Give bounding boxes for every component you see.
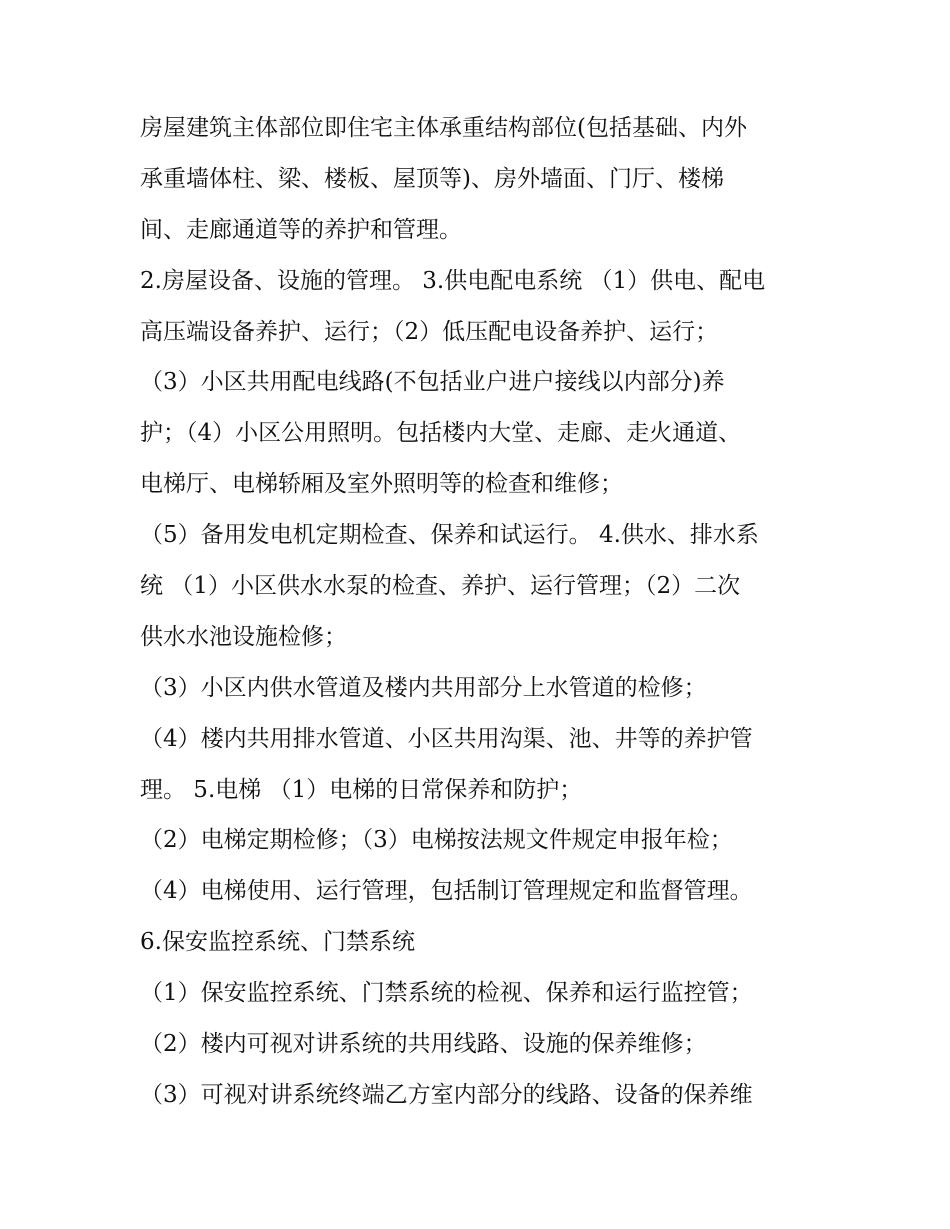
text-line: 高压端设备养护、运行；（2）低压配电设备养护、运行；	[140, 318, 719, 345]
text-line: 理。 5.电梯 （1）电梯的日常保养和防护；	[140, 776, 583, 803]
text-line: （3）可视对讲系统终端乙方室内部分的线路、设备的保养维	[140, 1081, 753, 1108]
text-line: （2）楼内可视对讲系统的共用线路、设施的保养维修；	[140, 1031, 707, 1058]
text-line: 承重墙体柱、梁、楼板、屋顶等)、房外墙面、门厅、楼梯	[140, 165, 724, 192]
text-line: （1）保安监控系统、门禁系统的检视、保养和运行监控管；	[140, 980, 753, 1007]
text-line: 电梯厅、电梯轿厢及室外照明等的检查和维修；	[140, 471, 623, 498]
text-line: 房屋建筑主体部位即住宅主体承重结构部位(包括基础、内外	[140, 115, 747, 141]
text-line: （3）小区内供水管道及楼内共用部分上水管道的检修；	[140, 674, 707, 701]
text-line: 2.房屋设备、设施的管理。 3.供电配电系统 （1）供电、配电	[140, 267, 766, 294]
text-line: （5）备用发电机定期检查、保养和试运行。 4.供水、排水系	[140, 522, 759, 549]
text-line: （3）小区共用配电线路(不包括业户进户接线以内部分)养	[140, 369, 725, 396]
text-line: 间、走廊通道等的养护和管理。	[140, 216, 462, 243]
text-line: （4）电梯使用、运行管理，包括制订管理规定和监督管理。	[140, 878, 753, 905]
text-line: 供水水池设施检修；	[140, 623, 347, 650]
text-line: 6.保安监控系统、门禁系统	[140, 929, 415, 956]
text-line: 统 （1）小区供水水泵的检查、养护、运行管理；（2）二次	[140, 573, 741, 600]
text-line: （2）电梯定期检修；（3）电梯按法规文件规定申报年检；	[140, 827, 733, 854]
text-line: 护；（4）小区公用照明。包括楼内大堂、走廊、走火通道、	[140, 420, 742, 447]
document-body	[140, 103, 820, 1121]
text-line: （4）楼内共用排水管道、小区共用沟渠、池、井等的养护管	[140, 725, 753, 752]
